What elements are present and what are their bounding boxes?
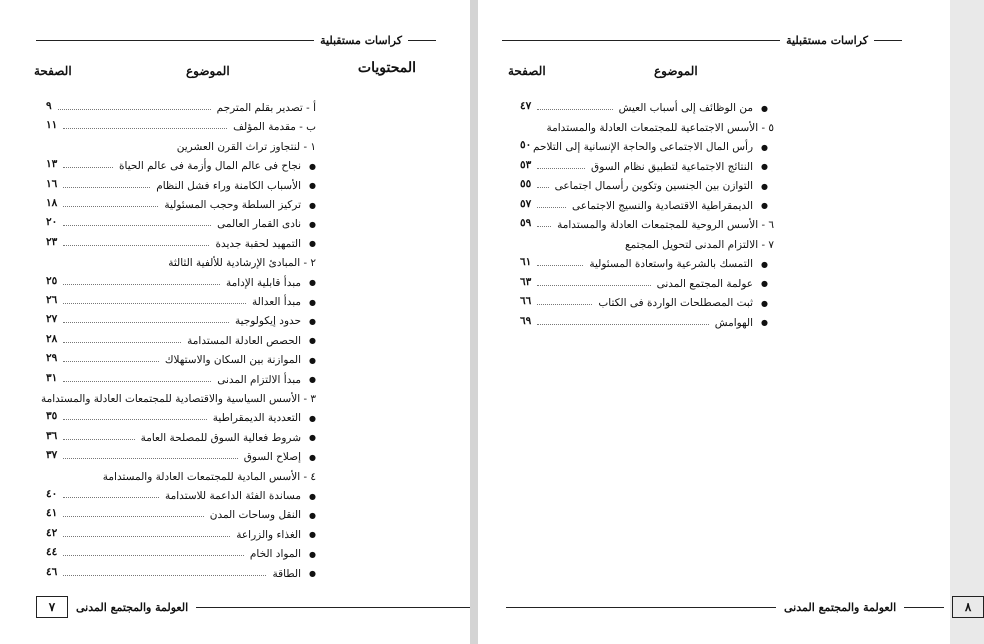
toc-page-number: ٣٥ [46, 410, 58, 423]
toc-entry-text: مساندة الفئة الداعمة للاستدامة [165, 490, 302, 502]
toc-entry-text: مبدأ قابلية الإدامة [225, 276, 302, 289]
footer-title: العولمة والمجتمع المدنى [76, 600, 189, 614]
toc-entry [46, 197, 316, 213]
dot-leader [63, 322, 229, 323]
book-gutter [470, 0, 478, 644]
toc-entry [520, 237, 774, 253]
toc-entry [520, 198, 768, 214]
dot-leader [63, 245, 209, 246]
toc-entry [46, 372, 316, 388]
toc-page-number: ٥٥ [520, 178, 532, 190]
toc-entry [520, 256, 768, 272]
toc-page-number: ٣٦ [46, 429, 58, 442]
toc-title: المحتويات [357, 60, 416, 76]
toc-entry [46, 449, 316, 465]
toc-entry-text: ب - مقدمة المؤلف [233, 121, 316, 134]
bullet-icon: ● [309, 569, 316, 579]
bullet-icon: ● [761, 318, 768, 327]
toc-entry-text: الطاقة [272, 567, 302, 580]
bullet-icon: ● [309, 433, 316, 443]
bullet-icon: ● [309, 181, 316, 191]
dot-leader [63, 206, 158, 207]
bullet-icon: ● [309, 491, 316, 501]
toc-entry [46, 488, 316, 504]
left-page [0, 0, 470, 644]
right-footer [506, 596, 984, 618]
toc-page-number: ٩ [46, 100, 52, 112]
toc-entry-text: التمهيد لحقبة جديدة [215, 237, 302, 250]
page-number: ٨ [952, 596, 984, 618]
bullet-icon: ● [761, 142, 768, 152]
toc-entry [40, 391, 316, 407]
toc-entry-text: حدود إيكولوجية [234, 315, 302, 328]
toc-entry [46, 158, 316, 174]
toc-page-number: ٢٧ [46, 313, 58, 326]
right-page [478, 0, 972, 644]
header-title: كراسات مستقبلية [786, 34, 868, 47]
toc-page-number: ٢٠ [46, 216, 58, 229]
footer-rule [196, 607, 486, 608]
dot-leader [63, 381, 211, 382]
toc-entry-text: ١ - لنتجاوز تراث القرن العشرين [176, 140, 316, 153]
toc-entry-text: النتائج الاجتماعية لتطبيق نظام السوق [591, 160, 754, 173]
dot-leader [537, 226, 551, 227]
toc-entry-text: إصلاح السوق [243, 451, 302, 464]
toc-page-number: ٦١ [520, 256, 532, 268]
toc-entry [46, 100, 316, 116]
toc-entry-text: الديمقراطية الاقتصادية والنسيج الاجتماعى [572, 199, 754, 212]
bullet-icon: ● [761, 201, 768, 210]
dot-leader [63, 342, 181, 343]
bullet-icon: ● [761, 279, 768, 288]
dot-leader [537, 324, 708, 325]
toc-entry-text: نجاح فى عالم المال وأزمة فى عالم الحياة [119, 160, 302, 173]
toc-entry [46, 566, 316, 582]
toc-entry-text: رأس المال الاجتماعى والحاجة الإنسانية إلى التلاحم [533, 141, 754, 153]
toc-page-number: ٤٧ [520, 100, 532, 112]
toc-entry-text: الحصص العادلة المستدامة [187, 334, 302, 347]
toc-entry [46, 527, 316, 543]
toc-entry-text: المواد الخام [249, 548, 302, 561]
bullet-icon: ● [309, 200, 316, 210]
toc-entry-text: نادى القمار العالمى [217, 218, 302, 231]
toc-entry-text: الهوامش [714, 316, 754, 329]
bullet-icon: ● [309, 297, 316, 307]
column-page-heading: الصفحة [34, 64, 72, 78]
toc-entry-text: ٥ - الأسس الاجتماعية للمجتمعات العادلة والمستدامة [546, 121, 774, 134]
toc-entry-text: الموازنة بين السكان والاستهلاك [164, 354, 302, 367]
left-header [36, 34, 436, 47]
toc-entry-text: التعددية الديمقراطية [212, 412, 302, 425]
bullet-icon: ● [309, 549, 316, 559]
toc-entry [46, 119, 316, 135]
footer-rule-short [904, 607, 944, 608]
toc-page-number: ٥٣ [520, 158, 532, 171]
toc-page-number: ٥٩ [520, 217, 532, 229]
toc-entry-text: ٣ - الأسس السياسية والاقتصادية للمجتمعات العادلة والمستدامة [40, 393, 316, 405]
toc-page-number: ٥٠ [520, 139, 532, 151]
dot-leader [63, 284, 220, 285]
bullet-icon: ● [309, 219, 316, 229]
toc-page-number: ٢٦ [46, 294, 58, 306]
toc-entry-text: الأسباب الكامنة وراء فشل النظام [156, 179, 302, 192]
toc-entry [46, 216, 316, 232]
toc-page-number: ٤١ [46, 507, 58, 520]
bullet-icon: ● [309, 355, 316, 365]
dot-leader [63, 497, 159, 498]
toc-entry [520, 178, 768, 194]
toc-entry [46, 275, 316, 291]
toc-page-number: ٦٩ [520, 314, 532, 327]
toc-entry-text: ٢ - المبادئ الإرشادية للألفية الثالثة [168, 257, 316, 270]
dot-leader [537, 168, 585, 169]
toc-page-number: ٦٣ [520, 275, 532, 288]
toc-entry-text: أ - تصدير بقلم المترجم [216, 102, 316, 114]
dot-leader [537, 285, 650, 286]
bullet-icon: ● [309, 530, 316, 540]
bullet-icon: ● [309, 239, 316, 249]
toc-page-number: ٦٦ [520, 295, 532, 307]
toc-entry-text: ٧ - الالتزام المدنى لتحويل المجتمع [625, 238, 774, 251]
dot-leader [63, 458, 237, 459]
column-page-heading: الصفحة [508, 64, 546, 78]
toc-entry-text: مبدأ الالتزام المدنى [217, 373, 302, 386]
page-number: ٧ [36, 596, 68, 618]
dot-leader [63, 536, 230, 537]
toc-entry [46, 352, 316, 368]
toc-entry-text: ٦ - الأسس الروحية للمجتمعات العادلة والمستدامة [557, 219, 774, 231]
column-topic-heading: الموضوع [654, 64, 698, 78]
toc-page-number: ٣٧ [46, 449, 58, 462]
dot-leader [537, 265, 583, 266]
dot-leader [63, 167, 113, 168]
dot-leader [537, 187, 548, 188]
toc-entry-text: التوازن بين الجنسين وتكوين رأسمال اجتماعى [554, 180, 754, 192]
toc-page-number: ١٦ [46, 177, 58, 190]
bullet-icon: ● [761, 103, 768, 113]
toc-entry [46, 430, 316, 446]
dot-leader [63, 361, 159, 362]
toc-entry [46, 313, 316, 329]
dot-leader [63, 128, 227, 129]
header-rule-short [874, 40, 902, 41]
toc-page-number: ٢٣ [46, 235, 58, 248]
dot-leader [63, 555, 244, 556]
dot-leader [63, 516, 203, 517]
toc-entry-text: التمسك بالشرعية واستعادة المسئولية [589, 258, 754, 270]
toc-page-number: ٤٤ [46, 546, 58, 559]
dot-leader [537, 109, 612, 110]
toc-entry [520, 217, 774, 233]
toc-entry-text: تركيز السلطة وحجب المسئولية [164, 199, 302, 211]
toc-page-number: ٤٠ [46, 488, 58, 500]
toc-entry [520, 120, 774, 136]
toc-entry [520, 100, 768, 116]
header-rule [502, 40, 780, 41]
toc-entry [520, 159, 768, 175]
bullet-icon: ● [309, 278, 316, 288]
toc-entry [46, 178, 316, 194]
bullet-icon: ● [309, 375, 316, 385]
toc-page-number: ١٣ [46, 158, 58, 171]
toc-entry [46, 333, 316, 349]
bullet-icon: ● [761, 298, 768, 308]
bullet-icon: ● [309, 336, 316, 346]
header-rule-short [408, 40, 436, 41]
dot-leader [63, 439, 134, 440]
toc-entry [46, 294, 316, 310]
toc-entry [520, 139, 768, 155]
toc-entry-text: الغذاء والزراعة [236, 528, 302, 541]
footer-title: العولمة والمجتمع المدنى [784, 600, 897, 614]
toc-entry-text: شروط فعالية السوق للمصلحة العامة [140, 431, 302, 444]
bullet-icon: ● [761, 162, 768, 171]
toc-entry-text: النقل وساحات المدن [209, 509, 302, 522]
toc-page-number: ٤٢ [46, 526, 58, 539]
toc-entry [46, 410, 316, 426]
toc-entry [46, 507, 316, 523]
header-rule [36, 40, 314, 41]
dot-leader [58, 109, 211, 110]
toc-entry-text: مبدأ العدالة [252, 296, 302, 308]
bullet-icon: ● [309, 452, 316, 462]
toc-entry [46, 236, 316, 252]
toc-page-number: ١٨ [46, 197, 58, 209]
toc-page-number: ٥٧ [520, 197, 532, 210]
bullet-icon: ● [309, 510, 316, 520]
bullet-icon: ● [309, 413, 316, 423]
toc-entry [520, 295, 768, 311]
toc-page-number: ٤٦ [46, 565, 58, 578]
dot-leader [63, 187, 150, 188]
dot-leader [63, 303, 246, 304]
right-header [502, 34, 902, 47]
footer-rule [506, 607, 776, 608]
bullet-icon: ● [309, 316, 316, 326]
bullet-icon: ● [309, 161, 316, 171]
toc-entry [520, 315, 768, 331]
toc-entry-text: من الوظائف إلى أسباب العيش [618, 102, 754, 114]
toc-page-number: ٢٩ [46, 352, 58, 365]
header-title: كراسات مستقبلية [320, 34, 402, 47]
bullet-icon: ● [761, 181, 768, 191]
column-topic-heading: الموضوع [186, 64, 230, 78]
toc-entry-text: ثبت المصطلحات الواردة فى الكتاب [598, 297, 754, 309]
toc-page-number: ٢٨ [46, 332, 58, 345]
toc-entry [46, 139, 316, 155]
bullet-icon: ● [761, 259, 768, 269]
toc-page-number: ١١ [46, 119, 58, 132]
toc-entry-text: عولمة المجتمع المدنى [656, 277, 754, 290]
toc-page-number: ٢٥ [46, 274, 58, 287]
dot-leader [63, 225, 211, 226]
dot-leader [63, 419, 207, 420]
left-footer [36, 596, 486, 618]
toc-entry [46, 255, 316, 271]
toc-entry [46, 469, 316, 485]
dot-leader [537, 304, 592, 305]
dot-leader [63, 575, 266, 576]
toc-entry [520, 276, 768, 292]
toc-entry-text: ٤ - الأسس المادية للمجتمعات العادلة والمستدامة [102, 470, 316, 483]
dot-leader [537, 207, 566, 208]
toc-page-number: ٣١ [46, 371, 58, 384]
toc-entry [46, 546, 316, 562]
